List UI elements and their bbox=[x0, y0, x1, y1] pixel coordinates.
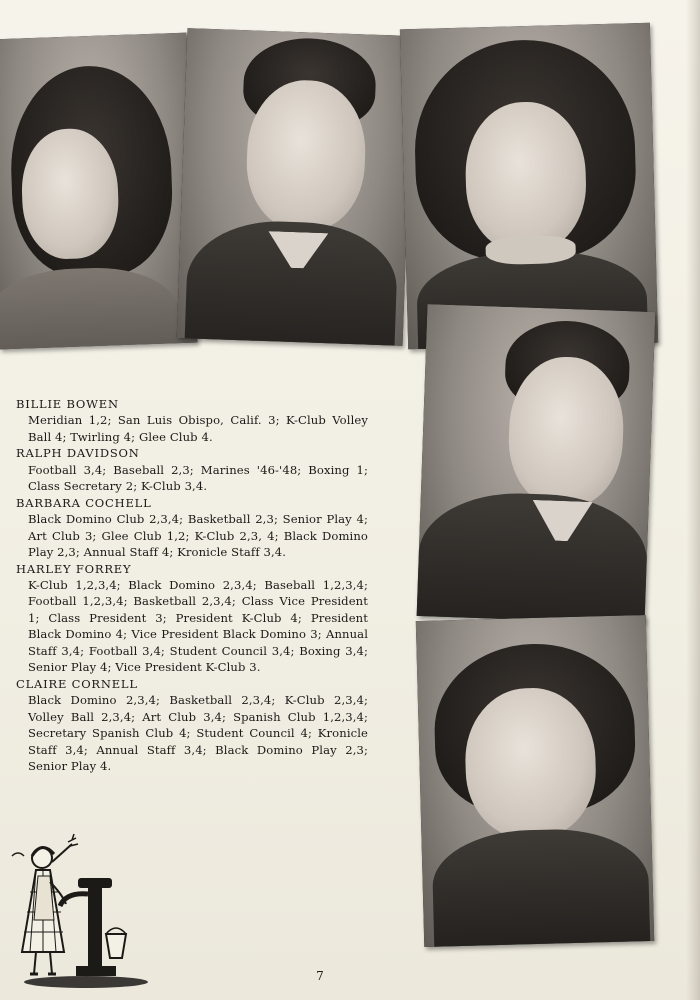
student-activities: Meridian 1,2; San Luis Obispo, Calif. 3; K-Club Volley Ball 4; Twirling 4; Glee Club 4. bbox=[28, 413, 368, 444]
portrait-photo-ralph-davidson bbox=[177, 28, 414, 346]
portrait-photo-billie-bowen bbox=[0, 33, 197, 350]
student-activities: K-Club 1,2,3,4; Black Domino 2,3,4; Baseball 1,2,3,4; Football 1,2,3,4; Basketball 2,3,4; Class Vice President 1; Class President 3; President K-Club 4; President Black Domino 4; Vice President Black Domino 3; Annual Staff 3,4; Football 3,4; Student Council 3,4; Boxing 3,4; Senior Play 4; Vice President K-Club 3. bbox=[28, 577, 368, 675]
portrait-photo-barbara-cochell bbox=[400, 23, 658, 349]
student-name: BILLIE BOWEN bbox=[16, 397, 119, 411]
student-activities: Football 3,4; Baseball 2,3; Marines '46-'48; Boxing 1; Class Secretary 2; K-Club 3,4. bbox=[28, 462, 368, 494]
page-number: 7 bbox=[316, 969, 324, 983]
student-name: BARBARA COCHELL bbox=[16, 495, 152, 510]
student-name: CLAIRE CORNELL bbox=[16, 676, 138, 691]
senior-activities-list bbox=[16, 396, 368, 774]
page-edge-shadow bbox=[686, 0, 700, 1000]
portrait-photo-harley-forrey bbox=[417, 304, 656, 624]
student-activities: Black Domino 2,3,4; Basketball 2,3,4; K-Club 2,3,4; Volley Ball 2,3,4; Art Club 3,4; Spanish Club 1,2,3,4; Secretary Spanish Club 4; Student Council 4; Kronicle Staff 3,4; Annual Staff 3,4; Black Domino Play 2,3; Senior Play 4. bbox=[28, 693, 368, 773]
student-activities: Black Domino Club 2,3,4; Basketball 2,3; Senior Play 4; Art Club 3; Glee Club 1,2; K-Club 2,3, 4; Black Domino Play 2,3; Annual Staff 4; Kronicle Staff 3,4. bbox=[28, 512, 368, 560]
student-name: RALPH DAVIDSON bbox=[16, 446, 140, 461]
girl-at-water-pump-illustration bbox=[6, 832, 156, 992]
student-name: HARLEY FORREY bbox=[16, 561, 132, 576]
portrait-photo-claire-cornell bbox=[416, 615, 654, 947]
